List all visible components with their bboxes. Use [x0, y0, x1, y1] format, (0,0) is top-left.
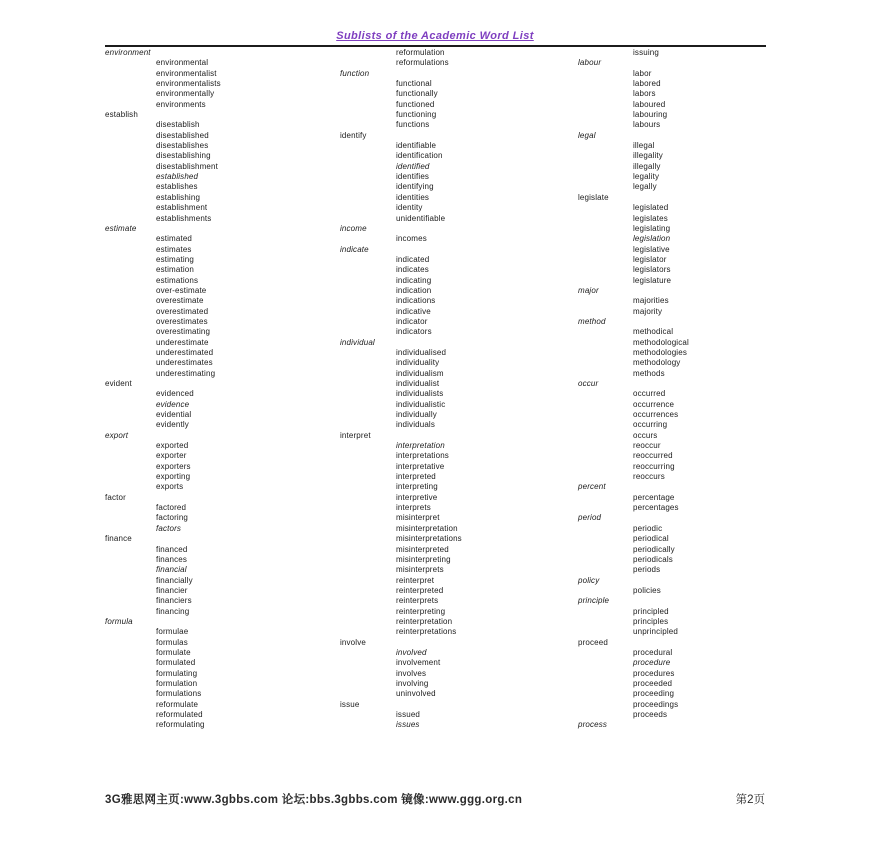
word-form: labor — [633, 68, 652, 78]
word-form: majority — [633, 306, 663, 316]
word-form: evidential — [156, 410, 192, 420]
word-form: periodically — [633, 544, 675, 554]
word-form: exporter — [156, 451, 187, 461]
word-form: involving — [396, 678, 429, 688]
word-form: methodology — [633, 358, 681, 368]
word-form: indications — [396, 296, 436, 306]
word-form: exporting — [156, 472, 191, 482]
word-form: formulae — [156, 627, 189, 637]
headword: policy — [578, 575, 600, 585]
word-form: legislator — [633, 254, 667, 264]
word-form: reformulating — [156, 720, 205, 730]
word-form: environments — [156, 99, 206, 109]
headword: formula — [105, 616, 133, 626]
word-form: issued — [396, 710, 421, 719]
word-form: underestimated — [156, 347, 214, 357]
word-form: incomes — [396, 234, 427, 244]
word-form: methods — [633, 368, 665, 378]
word-form: individuals — [396, 420, 436, 430]
word-form: evidenced — [156, 389, 194, 399]
headword: function — [340, 68, 370, 78]
word-form: identifying — [396, 182, 434, 192]
word-form: reinterprets — [396, 596, 439, 606]
word-form: disestablished — [156, 130, 209, 140]
word-form: individualised — [396, 347, 447, 357]
word-form: involves — [396, 668, 427, 678]
word-form: illegal — [633, 141, 655, 151]
word-form: procedures — [633, 668, 675, 678]
headword: interpret — [340, 430, 371, 440]
headword: income — [340, 223, 367, 233]
word-form: issuing — [633, 48, 659, 57]
word-form: indicating — [396, 275, 432, 285]
word-form: legislation — [633, 234, 671, 244]
headword: legal — [578, 130, 596, 140]
word-form: involved — [396, 647, 427, 657]
headword: principle — [578, 596, 610, 606]
word-form: legally — [633, 182, 657, 192]
page-title: Sublists of the Academic Word List — [336, 30, 534, 42]
word-form: laboured — [633, 99, 666, 109]
word-form: formulas — [156, 637, 188, 647]
headword: identify — [340, 130, 367, 140]
word-form: environmentalist — [156, 68, 217, 78]
word-form: formulations — [156, 689, 202, 699]
horizontal-rule — [105, 45, 766, 47]
word-form: interpretative — [396, 461, 445, 471]
headword: evident — [105, 379, 132, 388]
headword: establish — [105, 110, 138, 120]
page-number: 第2页 — [735, 794, 765, 806]
word-form: reformulate — [156, 699, 199, 709]
word-form: procedure — [633, 658, 671, 668]
word-form: functioned — [396, 99, 435, 109]
word-form: indication — [396, 285, 432, 295]
word-form: interpreted — [396, 472, 436, 482]
word-form: reinterpreting — [396, 606, 446, 616]
headword: process — [578, 720, 608, 730]
word-form: reoccur — [633, 441, 661, 451]
word-form: occurs — [633, 430, 658, 440]
word-form: functions — [396, 120, 430, 130]
word-form: proceedings — [633, 699, 679, 709]
word-form: indicates — [396, 265, 429, 275]
word-form: issues — [396, 720, 420, 730]
word-form: financially — [156, 575, 193, 585]
word-form: environmental — [156, 58, 209, 68]
headword: issue — [340, 699, 360, 709]
footer-site-links: 3G雅思网主页:www.3gbbs.com 论坛:bbs.3gbbs.com 镜像:www.ggg.org.cn — [105, 794, 523, 806]
word-form: majorities — [633, 296, 669, 306]
headword: environment — [105, 48, 151, 57]
word-form: indicator — [396, 316, 428, 326]
word-form: proceeded — [633, 678, 673, 688]
word-form: financial — [156, 565, 187, 575]
word-form: evidently — [156, 420, 189, 430]
headword: individual — [340, 337, 375, 347]
word-form: disestablishes — [156, 141, 209, 151]
headword: estimate — [105, 223, 137, 233]
word-form: overestimate — [156, 296, 204, 306]
word-form: identities — [396, 192, 430, 202]
word-form: estimations — [156, 275, 199, 285]
word-column-1 — [105, 48, 340, 731]
word-form: exported — [156, 441, 189, 451]
word-form: periodical — [633, 534, 669, 544]
word-form: unprincipled — [633, 627, 678, 637]
page-footer — [105, 791, 765, 807]
word-form: policies — [633, 585, 661, 595]
word-form: misinterpreted — [396, 544, 449, 554]
word-form: interpretations — [396, 451, 449, 461]
word-form: indicated — [396, 254, 430, 264]
word-form: factored — [156, 503, 187, 513]
word-form: reformulated — [156, 710, 203, 719]
word-form: formulated — [156, 658, 196, 668]
word-form: misinterpretation — [396, 523, 458, 533]
word-form: principles — [633, 616, 669, 626]
headword: finance — [105, 534, 132, 544]
word-form: functioning — [396, 110, 437, 120]
word-form: reinterpret — [396, 575, 435, 585]
word-form: involvement — [396, 658, 441, 668]
headword: indicate — [340, 244, 369, 254]
word-form: reinterpreted — [396, 585, 444, 595]
word-form: formulating — [156, 668, 198, 678]
word-form: illegality — [633, 151, 663, 161]
word-form: disestablish — [156, 120, 200, 130]
word-form: establishments — [156, 213, 212, 223]
word-form: percentage — [633, 492, 675, 502]
headword: legislate — [578, 192, 609, 202]
word-form: individualists — [396, 389, 444, 399]
word-form: factors — [156, 523, 182, 533]
word-form: interpretive — [396, 492, 438, 502]
word-form: established — [156, 172, 199, 182]
headword: major — [578, 285, 599, 295]
word-form: legislating — [633, 223, 671, 233]
word-form: individualism — [396, 368, 444, 378]
word-form: formulation — [156, 678, 198, 688]
word-form: misinterpret — [396, 513, 440, 523]
word-form: reinterpretation — [396, 616, 453, 626]
headword: proceed — [578, 637, 608, 647]
word-form: labors — [633, 89, 656, 99]
word-form: underestimate — [156, 337, 209, 347]
word-form: financing — [156, 606, 190, 616]
word-form: periodicals — [633, 554, 673, 564]
word-form: identity — [396, 203, 423, 213]
word-form: principled — [633, 606, 669, 616]
headword: occur — [578, 379, 599, 388]
word-form: misinterprets — [396, 565, 444, 575]
word-form: proceeds — [633, 710, 668, 719]
word-form: legislators — [633, 265, 671, 275]
word-form: legislative — [633, 244, 670, 254]
word-form: overestimated — [156, 306, 209, 316]
word-form: formulate — [156, 647, 191, 657]
word-form: establishes — [156, 182, 198, 192]
headword: involve — [340, 637, 366, 647]
word-form: reinterpretations — [396, 627, 457, 637]
headword: labour — [578, 58, 602, 68]
word-form: over-estimate — [156, 285, 207, 295]
word-form: indicators — [396, 327, 432, 337]
word-form: environmentalists — [156, 79, 221, 89]
word-form: methodological — [633, 337, 689, 347]
word-form: proceeding — [633, 689, 675, 699]
word-form: estimates — [156, 244, 192, 254]
word-form: reoccurs — [633, 472, 665, 482]
word-form: disestablishing — [156, 151, 211, 161]
word-form: legislature — [633, 275, 672, 285]
word-form: interprets — [396, 503, 431, 513]
word-form: labouring — [633, 110, 668, 120]
word-form: reformulation — [396, 48, 445, 57]
headword: method — [578, 316, 606, 326]
word-form: factoring — [156, 513, 189, 523]
word-form: occurred — [633, 389, 666, 399]
word-form: misinterpreting — [396, 554, 451, 564]
word-form: percentages — [633, 503, 679, 513]
word-form: estimation — [156, 265, 194, 275]
word-column-3 — [578, 48, 778, 731]
word-form: environmentally — [156, 89, 215, 99]
word-form: identified — [396, 161, 430, 171]
word-form: legislated — [633, 203, 669, 213]
headword: period — [578, 513, 602, 523]
word-form: evidence — [156, 399, 190, 409]
word-form: reoccurred — [633, 451, 673, 461]
word-form: overestimating — [156, 327, 211, 337]
word-form: functionally — [396, 89, 438, 99]
word-form: exports — [156, 482, 184, 492]
word-form: identifiable — [396, 141, 437, 151]
word-form: disestablishment — [156, 161, 218, 171]
word-form: exporters — [156, 461, 191, 471]
word-form: illegally — [633, 161, 661, 171]
word-form: interpreting — [396, 482, 438, 492]
word-column-2 — [340, 48, 578, 731]
word-form: labored — [633, 79, 661, 89]
headword: percent — [578, 482, 606, 492]
word-form: underestimating — [156, 368, 216, 378]
word-form: legality — [633, 172, 660, 182]
word-form: reformulations — [396, 58, 449, 68]
word-form: interpretation — [396, 441, 445, 451]
word-form: misinterpretations — [396, 534, 462, 544]
word-form: overestimates — [156, 316, 208, 326]
word-form: methodologies — [633, 347, 687, 357]
word-form: identifies — [396, 172, 430, 182]
word-form: estimated — [156, 234, 193, 244]
headword: export — [105, 430, 129, 440]
word-form: financier — [156, 585, 188, 595]
word-form: occurrence — [633, 399, 675, 409]
word-form: unidentifiable — [396, 213, 446, 223]
word-form: legislates — [633, 213, 668, 223]
word-form: establishment — [156, 203, 208, 213]
word-form: finances — [156, 554, 187, 564]
word-form: establishing — [156, 192, 201, 202]
word-form: financed — [156, 544, 188, 554]
headword: factor — [105, 492, 126, 502]
word-form: identification — [396, 151, 443, 161]
word-form: labours — [633, 120, 661, 130]
word-form: periodic — [633, 523, 663, 533]
word-form: individualistic — [396, 399, 446, 409]
word-form: uninvolved — [396, 689, 436, 699]
word-form: occurrences — [633, 410, 679, 420]
word-form: reoccurring — [633, 461, 675, 471]
word-form: occurring — [633, 420, 668, 430]
word-form: periods — [633, 565, 661, 575]
word-form: individuality — [396, 358, 440, 368]
word-form: estimating — [156, 254, 194, 264]
word-form: indicative — [396, 306, 431, 316]
word-form: underestimates — [156, 358, 213, 368]
word-form: financiers — [156, 596, 192, 606]
word-form: procedural — [633, 647, 673, 657]
word-form: methodical — [633, 327, 674, 337]
word-form: functional — [396, 79, 432, 89]
word-form: individually — [396, 410, 437, 420]
word-form: individualist — [396, 379, 440, 388]
